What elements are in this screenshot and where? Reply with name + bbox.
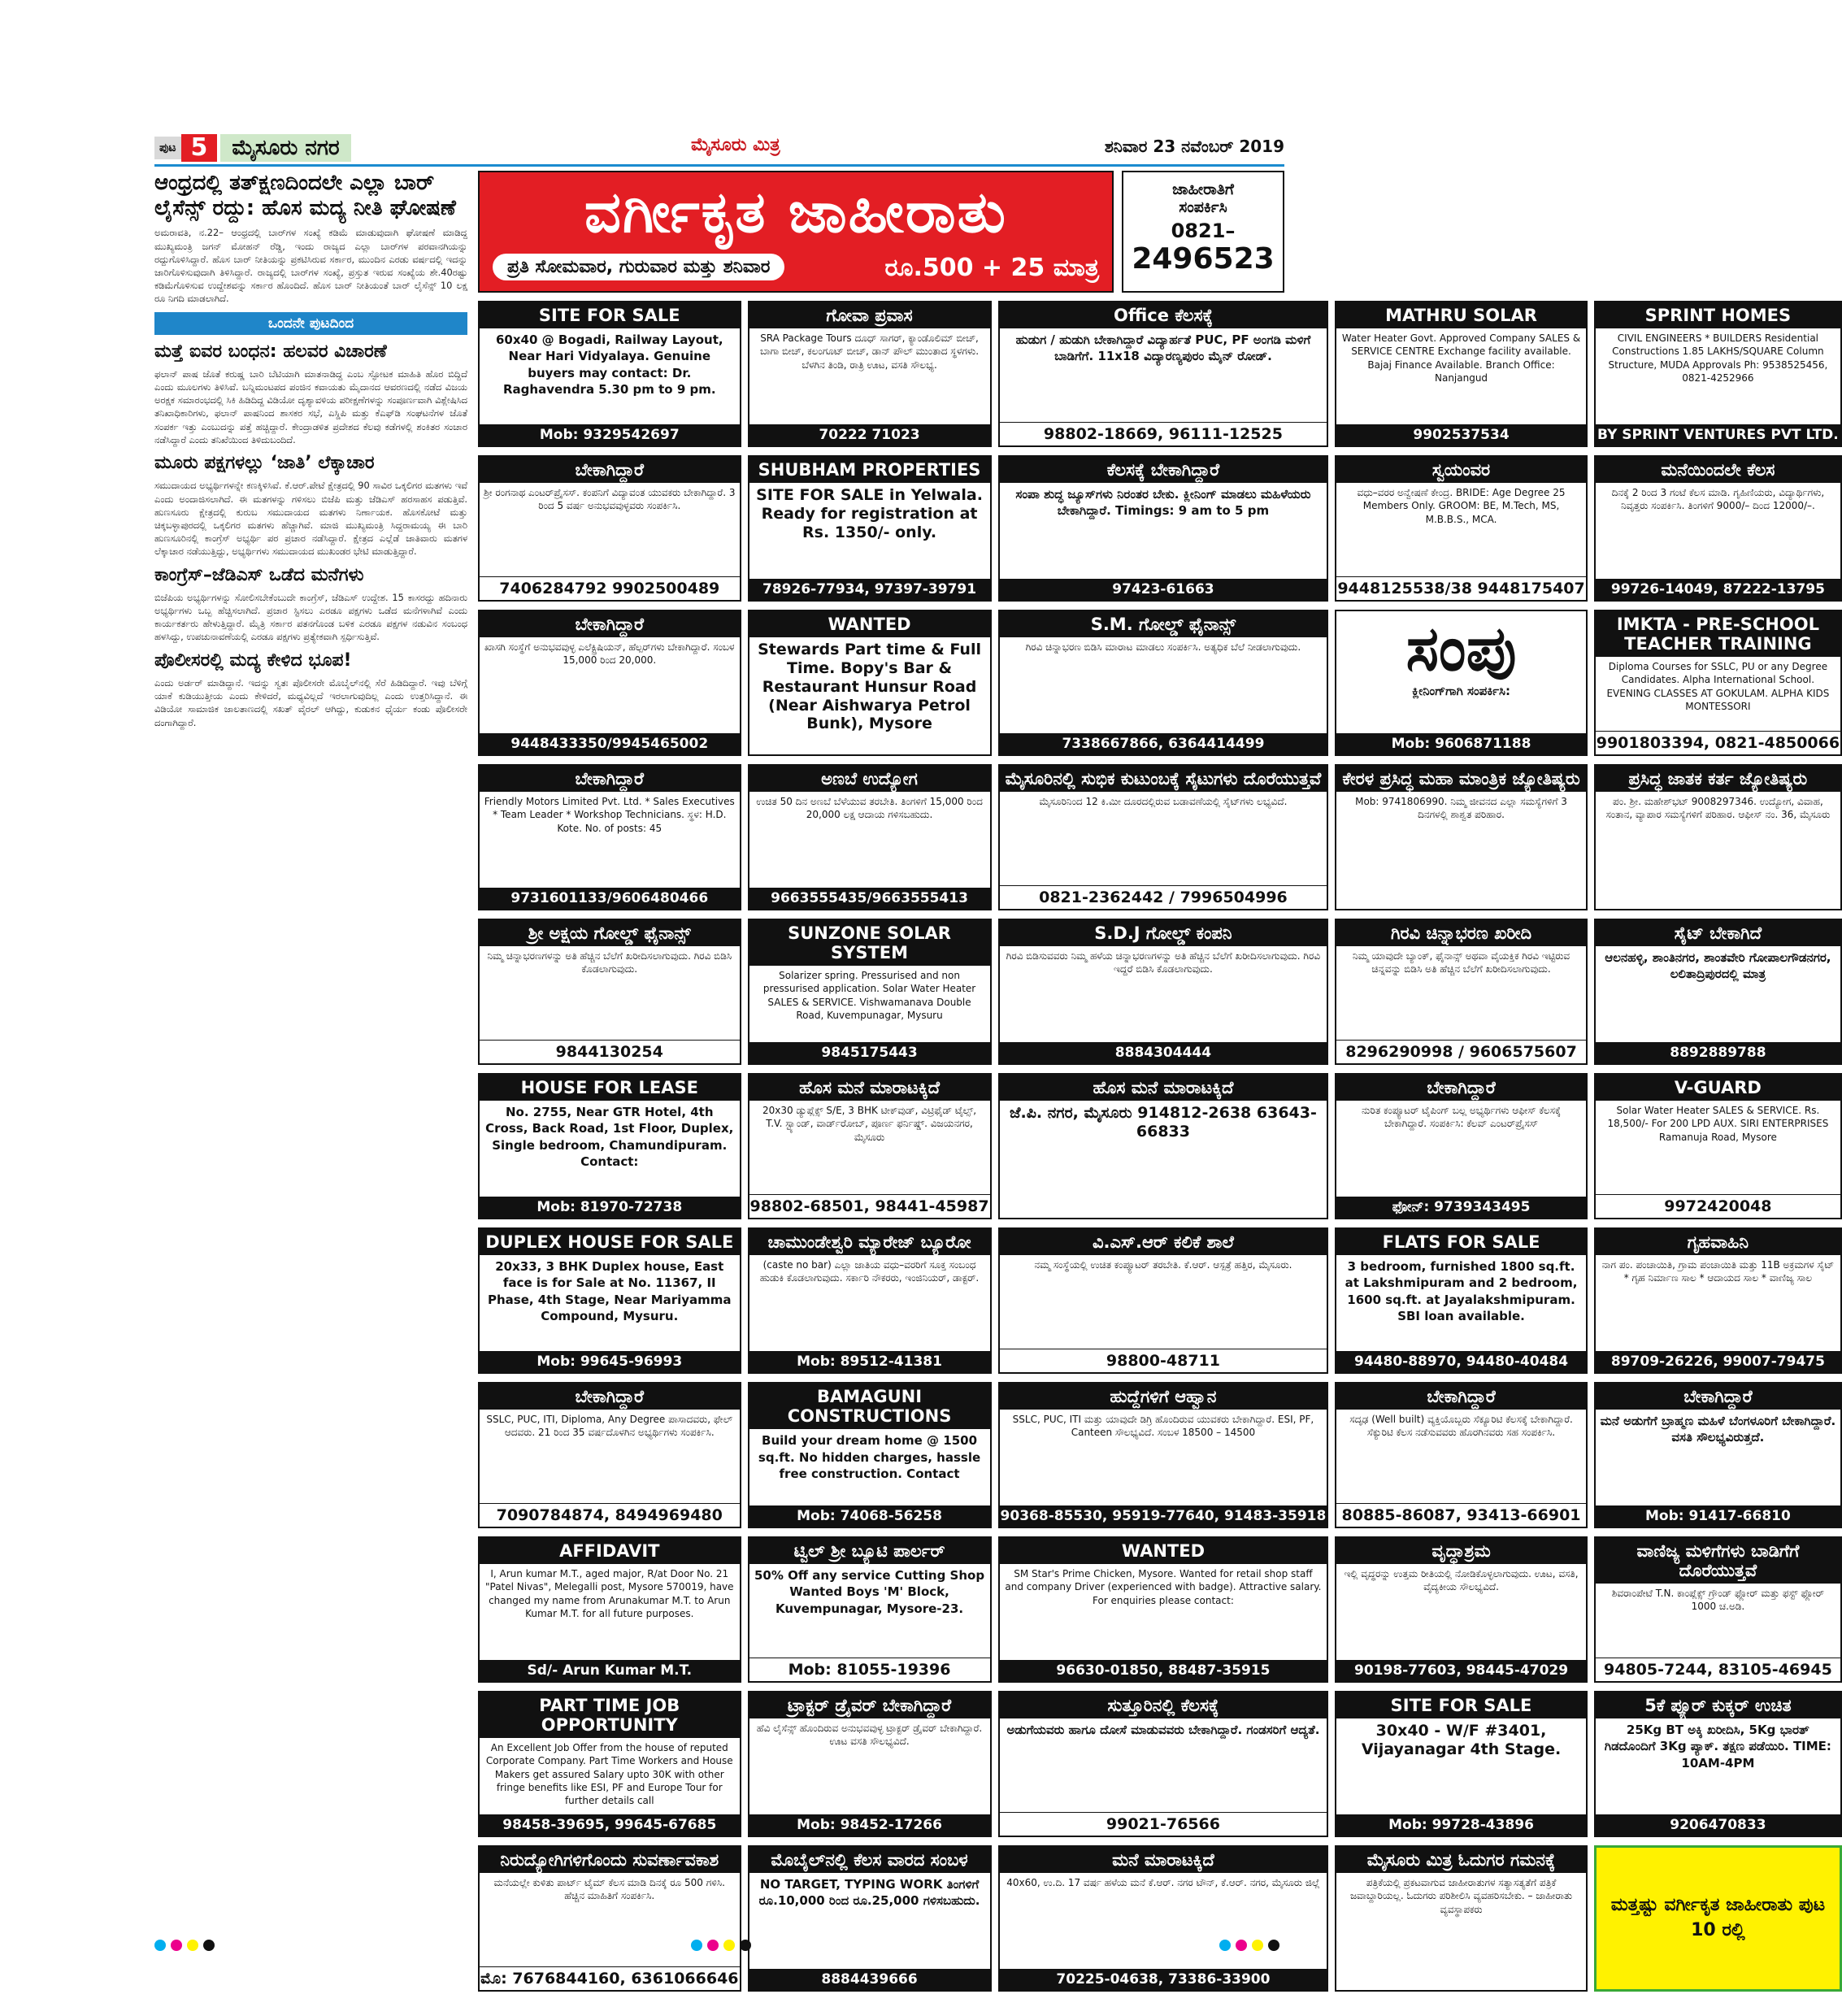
ad-body: ಗಿರವಿ ಬಿಡಿಸುವವರು ನಿಮ್ಮ ಹಳೆಯ ಚಿನ್ನಾಭರಣಗಳನ್ನು ಅತಿ ಹೆಚ್ಚಿನ ಬೆಲೆಗೆ ಖರೀದಿಸಲಾಗುವುದು. ಗಿರವಿ ಇದ್ದರೆ ಬಿಡಿಸಿ ಕೊಡಲಾಗುವುದು. <box>1006 950 1321 975</box>
ad-body: Friendly Motors Limited Pvt. Ltd. * Sales Executives * Team Leader * Workshop Technicians. ಸ್ಥಳ: H.D. Kote. No. of posts: 45 <box>484 796 735 834</box>
classified-ad <box>748 1382 992 1528</box>
contact-line2: ಸಂಪರ್ಕಿಸಿ <box>1179 198 1227 216</box>
ad-phone: 9448433350/9945465002 <box>480 733 740 754</box>
page-number: 5 <box>181 134 218 162</box>
story-body: ಎಂದು ಅರ್ಡರ್ ಮಾಡಿದ್ದಾನೆ. ಇದನ್ನು ಸ್ವತಃ ಪೊಲೀಸರೇ ಮೊಬೈಲ್‌ನಲ್ಲಿ ಸೆರೆ ಹಿಡಿದಿದ್ದಾರೆ. ಇವು ಬೆಳಿಗ್ಗೆ ಯಾಕೆ ಕುಡಿಯುತ್ತೀಯ ಎಂದು ಕೇಳಿದರೆ, ಮಧ್ಯವಿಲ್ಲದೆ ಇರಲಾಗುವುದಿಲ್ಲ ಎಂದು ಉತ್ತರಿಸಿದ್ದಾನೆ. ಈ ವಿಡಿಯೋ ಸಾಮಾಜಿಕ ಜಾಲತಾಣದಲ್ಲಿ ಸಖತ್ ವೈರಲ್ ಆಗಿದ್ದು, ಕುಡುಕನ ಧೈರ್ಯ ಕಂಡು ಪೊಲೀಸರೇ ದಂಗಾಗಿದ್ದಾರೆ. <box>154 677 467 728</box>
ad-phone: 8892889788 <box>1596 1042 1840 1063</box>
ad-phone: 98800-48711 <box>1000 1349 1327 1372</box>
ad-body: 3 bedroom, furnished 1800 sq.ft. at Lakshmipuram and 2 bedroom, 1600 sq.ft. at Jayalakshmipuram. SBI loan available. <box>1345 1259 1578 1323</box>
ad-phone: 7406284792 9902500489 <box>480 576 740 600</box>
classified-ad <box>1335 764 1587 910</box>
ad-body: ಶ್ರೀ ರಂಗನಾಥ ಎಂಟರ್‌ಪ್ರೈಸಸ್. ಕಂಪನಿಗೆ ವಿದ್ಯಾವಂತ ಯುವಕರು ಬೇಕಾಗಿದ್ದಾರೆ. 3 ರಿಂದ 5 ವರ್ಷ ಅನುಭವವುಳ್ಳವರು ಸಂಪರ್ಕಿಸಿ. <box>484 487 736 512</box>
ad-body: ಅಡುಗೆಯವರು ಹಾಗೂ ದೋಸೆ ಮಾಡುವವರು ಬೇಕಾಗಿದ್ದಾರೆ. ಗಂಡಸರಿಗೆ ಆದ್ಯತೆ. <box>1006 1723 1320 1738</box>
ad-title: ಮೊಬೈಲ್‌ನಲ್ಲಿ ಕೆಲಸ ವಾರದ ಸಂಬಳ <box>749 1847 990 1873</box>
ad-body: I, Arun kumar M.T., aged major, R/at Door No. 21 "Patel Nivas", Melegalli post, Mysore 570019, have changed my name from Arunakumar M.T. to Arun Kumar M.T. for all future purposes. <box>484 1568 734 1619</box>
ad-title: ಶ್ರೀ ಅಕ್ಷಯ ಗೋಲ್ಡ್ ಫೈನಾನ್ಸ್ <box>480 920 740 946</box>
ad-title: ಮೈಸೂರಿನಲ್ಲಿ ಸುಭಿಕ ಕುಟುಂಬಕ್ಕೆ ಸೈಟುಗಳು ದೊರೆಯುತ್ತವೆ <box>1000 766 1327 792</box>
ad-title: V-GUARD <box>1596 1075 1840 1101</box>
ad-title: ಸುತ್ತೂರಿನಲ್ಲಿ ಕೆಲಸಕ್ಕೆ <box>1000 1692 1327 1718</box>
ad-body: ಸದೃಢ (Well built) ವ್ಯಕ್ತಿಯೊಬ್ಬರು ಸೆಕ್ಯೂರಿಟಿ ಕೆಲಸಕ್ಕೆ ಬೇಕಾಗಿದ್ದಾರೆ. ಸೆಕ್ಯುರಿಟಿ ಕೆಲಸ ನಡೆಸುವವರು ಹೊರಗಿನವರು ಸಹ ಸಂಪರ್ಕಿಸಿ. <box>1349 1414 1573 1439</box>
classified-ad <box>1594 1227 1842 1374</box>
ad-phone: Mob: 99645-96993 <box>480 1351 740 1372</box>
news-story <box>154 171 467 306</box>
ad-title: S.M. ಗೋಲ್ಡ್ ಫೈನಾನ್ಸ್ <box>1000 611 1327 637</box>
classified-ad <box>748 1073 992 1219</box>
classified-ad <box>998 610 1329 756</box>
story-body: ಸಮುದಾಯದ ಅಭ್ಯರ್ಥಿಗಳನ್ನೇ ಕಣಕ್ಕಿಳಿಸಿವೆ. ಕೆ.ಆರ್.ಪೇಟೆ ಕ್ಷೇತ್ರದಲ್ಲಿ 90 ಸಾವಿರ ಒಕ್ಕಲಿಗರ ಮತಗಳು ಇವೆ ಎಂದು ಅಂದಾಜಿಸಲಾಗಿದೆ. ಈ ಮತಗಳನ್ನು ಗಳಿಸಲು ಬಿಜೆಪಿ ಮತ್ತು ಜೆಡಿಎಸ್ ಹರಸಾಹಸ ಪಡುತ್ತಿವೆ. ಹುಣಸೂರು ಕ್ಷೇತ್ರದಲ್ಲಿ ಕುರುಬ ಸಮುದಾಯದ ಮತಗಳು ನಿರ್ಣಾಯಕ. ಹೊಸಕೋಟೆ ಮತ್ತು ಚಿಕ್ಕಬಳ್ಳಾಪುರದಲ್ಲಿ ಒಕ್ಕಲಿಗರ ಮತಗಳು ಹೆಚ್ಚಾಗಿವೆ. ಮಾಜಿ ಮುಖ್ಯಮಂತ್ರಿ ಸಿದ್ದರಾಮಯ್ಯ ಈ ಬಾರಿ ಹುಣಸೂರಿನಲ್ಲಿ ಕಾಂಗ್ರೆಸ್ ಅಭ್ಯರ್ಥಿ ಪರ ಪ್ರಚಾರ ನಡೆಸಿದ್ದಾರೆ. ಕ್ಷೇತ್ರದ ಎಲ್ಲೆಡೆ ಜಾತಿವಾರು ಮತಗಳ ಲೆಕ್ಕಾಚಾರ ನಡೆಯುತ್ತಿದ್ದು, ಅಭ್ಯರ್ಥಿಗಳು ಸಮುದಾಯದ ಮುಖಂಡರ ಭೇಟಿ ಮಾಡುತ್ತಿದ್ದಾರೆ. <box>154 480 467 558</box>
banner-title: ವರ್ಗೀಕೃತ ಜಾಹೀರಾತು <box>584 179 1007 245</box>
ad-body: 25Kg BT ಅಕ್ಕಿ ಖರೀದಿಸಿ, 5Kg ಭಾರತ್ ಗಿಡದೊಂದಿಗೆ 3Kg ಪ್ಯಾಕ್. ತಕ್ಷಣ ಪಡೆಯಿರಿ. TIME: 10AM-4PM <box>1604 1723 1831 1771</box>
contact-line1: ಜಾಹೀರಾತಿಗೆ <box>1172 180 1234 198</box>
classified-ad <box>1594 919 1842 1065</box>
ad-title: ನಿರುದ್ಯೋಗಿಗಳಿಗೊಂದು ಸುವರ್ಣಾವಕಾಶ <box>480 1847 740 1873</box>
ad-body: ವಧು–ವರರ ಅನ್ವೇಷಣೆ ಕೇಂದ್ರ. BRIDE: Age Degree 25 Members Only. GROOM: BE, M.Tech, MS, M.B.B.S., MCA. <box>1357 487 1566 525</box>
ad-title: ಹುದ್ದೆಗಳಿಗೆ ಆಹ್ವಾನ <box>1000 1384 1327 1410</box>
banner-price <box>884 254 1099 282</box>
classified-ad <box>998 1691 1329 1837</box>
ad-body: Diploma Courses for SSLC, PU or any Degree Candidates. Alpha International School. EVENING CLASSES AT GOKULAM. ALPHA KIDS MONTESSORI <box>1606 661 1830 712</box>
contact-box <box>1122 171 1284 293</box>
ad-body: ಮನೆ ಅಡುಗೆಗೆ ಬ್ರಾಹ್ಮಣ ಮಹಿಳೆ ಬೆಂಗಳೂರಿಗೆ ಬೇಕಾಗಿದ್ದಾರೆ. ವಸತಿ ಸೌಲಭ್ಯವಿರುತ್ತದೆ. <box>1600 1414 1836 1445</box>
ad-title: MATHRU SOLAR <box>1336 302 1585 328</box>
ad-body: ಹೆವಿ ಲೈಸೆನ್ಸ್ ಹೊಂದಿರುವ ಅನುಭವವುಳ್ಳ ಟ್ರಾಕ್ಟರ್ ಡ್ರೈವರ್ ಬೇಕಾಗಿದ್ದಾರೆ. ಊಟ ವಸತಿ ಸೌಲಭ್ಯವಿದೆ. <box>756 1723 983 1748</box>
story-body: ಅಮರಾವತಿ, ನ.22– ಆಂಧ್ರದಲ್ಲಿ ಬಾರ್‌ಗಳ ಸಂಖ್ಯೆ ಕಡಿಮೆ ಮಾಡುವುದಾಗಿ ಘೋಷಣೆ ಮಾಡಿದ್ದ ಮುಖ್ಯಮಂತ್ರಿ ಜಗನ್ ಮೋಹನ್ ರೆಡ್ಡಿ, ಇಂದು ರಾಜ್ಯದ ಎಲ್ಲಾ ಬಾರ್‌ಗಳ ಪರವಾನಗಿಯನ್ನು ರದ್ದುಗೊಳಿಸಿದ್ದಾರೆ. ಹೊಸ ಬಾರ್ ನೀತಿಯನ್ನು ಪ್ರಕಟಿಸಿರುವ ಸರ್ಕಾರ, ಮುಂದಿನ ಎರಡು ವರ್ಷದಲ್ಲಿ ಇದನ್ನು ಜಾರಿಗೊಳಿಸುವುದಾಗಿ ತಿಳಿಸಿದ್ದಾರೆ. ರಾಜ್ಯದಲ್ಲಿ ಬಾರ್‌ಗಳ ಸಂಖ್ಯೆ, ಪ್ರಸ್ತುತ ಇರುವ ಸಂಖ್ಯೆಯ ಶೇ.40ರಷ್ಟು ಕಡಿಮೆಗೊಳಿಸುವ ಉದ್ದೇಶವನ್ನು ಸರ್ಕಾರ ಹೊಂದಿದೆ. ಹೊಸ ಬಾರ್ ನೀತಿಯಂತೆ ಬಾರ್ ಲೈಸೆನ್ಸ್ 10 ಲಕ್ಷ ರೂ ನಿಗದಿ ಮಾಡಲಾಗಿದೆ. <box>154 227 467 305</box>
classified-ad <box>1594 301 1842 447</box>
ad-body: ಪತ್ರಿಕೆಯಲ್ಲಿ ಪ್ರಕಟವಾಗುವ ಜಾಹೀರಾತುಗಳ ಸತ್ಯಾಸತ್ಯತೆಗೆ ಪತ್ರಿಕೆ ಜವಾಬ್ದಾರಿಯಲ್ಲ. ಓದುಗರು ಪರಿಶೀಲಿಸಿ ವ್ಯವಹರಿಸಬೇಕು. – ಜಾಹೀರಾತು ವ್ಯವಸ್ಥಾಪಕರು <box>1349 1877 1573 1915</box>
classified-ad <box>1335 1073 1587 1219</box>
ad-phone: 9731601133/9606480466 <box>480 888 740 909</box>
ad-body: ನಮ್ಮ ಸಂಸ್ಥೆಯಲ್ಲಿ ಉಚಿತ ಕಂಪ್ಯೂಟರ್ ತರಬೇತಿ. ಕೆ.ಆರ್. ಆಸ್ಪತ್ರೆ ಹತ್ತಿರ, ಮೈಸೂರು. <box>1034 1259 1292 1271</box>
ad-title: BAMAGUNI CONSTRUCTIONS <box>749 1384 990 1429</box>
ad-phone: 9902537534 <box>1336 424 1585 445</box>
ad-title: ಗೃಹವಾಹಿನಿ <box>1596 1229 1840 1255</box>
classified-ad <box>478 764 741 910</box>
ad-title: ಹೊಸ ಮನೆ ಮಾರಾಟಕ್ಕಿದೆ <box>749 1075 990 1101</box>
ad-phone: ಮೊ: 7676844160, 6361066646 <box>480 1966 740 1990</box>
ad-body: Build your dream home @ 1500 sq.ft. No hidden charges, hassle free construction. Contact <box>758 1433 981 1481</box>
ad-phone: 8884304444 <box>1000 1042 1327 1063</box>
ad-title: ಸಂಪು <box>1405 612 1517 684</box>
ad-title: ಮನೆಯಿಂದಲೇ ಕೆಲಸ <box>1596 457 1840 483</box>
page-number-block <box>154 135 351 161</box>
ad-title: ವಿ.ಎಸ್.ಆರ್ ಕಲಿಕೆ ಶಾಲೆ <box>1000 1229 1327 1255</box>
ad-phone: 97423-61663 <box>1000 579 1327 600</box>
ad-phone: BY SPRINT VENTURES PVT LTD. <box>1596 424 1840 445</box>
classified-ad <box>998 919 1329 1065</box>
ad-title: ಸೈಟ್ ಬೇಕಾಗಿದೆ <box>1596 920 1840 946</box>
classified-ad <box>1335 1227 1587 1374</box>
ad-phone: 90368-85530, 95919-77640, 91483-35918 <box>1000 1505 1327 1527</box>
classified-ad <box>1594 610 1842 756</box>
ad-title: ಗೋವಾ ಪ್ರವಾಸ <box>749 302 990 328</box>
classified-ads-grid <box>478 301 1840 1988</box>
classified-ad <box>1594 764 1842 910</box>
news-story <box>154 453 467 558</box>
ad-phone: 9663555435/9663555413 <box>749 888 990 909</box>
ad-phone: 96630-01850, 88487-35915 <box>1000 1660 1327 1681</box>
page-header <box>154 130 1284 164</box>
classified-ad <box>1594 1536 1842 1683</box>
yellow-dot <box>187 1940 198 1951</box>
classified-ad <box>998 1536 1329 1683</box>
classified-ad <box>1335 610 1587 756</box>
magenta-dot <box>707 1940 719 1951</box>
ad-title: ವಾಣಿಜ್ಯ ಮಳಿಗೆಗಳು ಬಾಡಿಗೆಗೆ ದೊರೆಯುತ್ತವೆ <box>1596 1538 1840 1584</box>
ad-title: ಗಿರವಿ ಚಿನ್ನಾಭರಣ ಖರೀದಿ <box>1336 920 1585 946</box>
ad-phone: 8296290998 / 9606575607 <box>1336 1040 1585 1063</box>
print-registration-marks-center <box>691 1940 751 1951</box>
ad-body: CIVIL ENGINEERS * BUILDERS Residential Constructions 1.85 LAKHS/SQUARE Column Structure, MUDA Approvals Ph: 9538525456, 0821-4252966 <box>1608 332 1828 384</box>
ad-phone: 70222 71023 <box>749 424 990 445</box>
black-dot <box>740 1940 751 1951</box>
ad-body: Water Heater Govt. Approved Company SALES & SERVICE CENTRE Exchange facility available. Bajaj Finance Available. Branch Office: Nanjangud <box>1341 332 1581 384</box>
story-headline: ಆಂಧ್ರದಲ್ಲಿ ತತ್‌ಕ್ಷಣದಿಂದಲೇ ಎಲ್ಲಾ ಬಾರ್ ಲೈಸೆನ್ಸ್ ರದ್ದು: ಹೊಸ ಮದ್ಯ ನೀತಿ ಘೋಷಣೆ <box>154 171 456 221</box>
ad-body: 40x60, ಉ.ದಿ. 17 ವರ್ಷ ಹಳೆಯ ಮನೆ ಕೆ.ಆರ್. ನಗರ ಟೌನ್, ಕೆ.ಆರ್. ನಗರ, ಮೈಸೂರು ಜಿಲ್ಲೆ <box>1006 1877 1320 1889</box>
classified-ad <box>478 1536 741 1683</box>
ad-phone: 70225-04638, 73386-33900 <box>1000 1969 1327 1990</box>
classified-ad <box>478 1073 741 1219</box>
ad-title: 5ಕೆ ಪ್ಯೂರ್ ಕುಕ್ಕರ್ ಉಚಿತ <box>1596 1692 1840 1718</box>
news-story <box>154 341 467 447</box>
ad-body: ಜೆ.ಪಿ. ನಗರ, ಮೈಸೂರು 914812-2638 63643-66833 <box>1009 1104 1317 1141</box>
classified-ad <box>748 1227 992 1374</box>
ad-title: ಬೇಕಾಗಿದ್ದಾರೆ <box>480 611 740 637</box>
ad-body: ಮೈಸೂರಿನಿಂದ 12 ಕಿ.ಮೀ ದೂರದಲ್ಲಿರುವ ಬಡಾವಣೆಯಲ್ಲಿ ಸೈಟ್‌ಗಳು ಲಭ್ಯವಿದೆ. <box>1039 796 1288 808</box>
ad-phone: 94805-7244, 83105-46945 <box>1596 1658 1840 1681</box>
ad-body: SRA Package Tours ದೂಧ್ ಸಾಗರ್, ಕ್ಯಾಂಡೊಲಿಮ್ ಬೀಚ್, ಬಾಗಾ ಬೀಚ್, ಕಲಂಗೂಟ್ ಬೀಚ್, ಡಾನ್ ಪೌಲ್ ಮುಂತಾದ ಸ್ಥಳಗಳು. ಬೆಳಗಿನ ತಿಂಡಿ, ರಾತ್ರಿ ಊಟ, ವಸತಿ ಸೌಲಭ್ಯ. <box>760 332 980 371</box>
ad-phone: Mob: 89512-41381 <box>749 1351 990 1372</box>
ad-body: ಪಂ. ಶ್ರೀ. ಮಹೇಶ್‌ಭಟ್ 9008297346. ಉದ್ಯೋಗ, ವಿವಾಹ, ಸಂತಾನ, ವ್ಯಾಪಾರ ಸಮಸ್ಯೆಗಳಿಗೆ ಪರಿಹಾರ. ಆಫೀಸ್ ನಂ. 36, ಮೈಸೂರು <box>1605 796 1831 821</box>
classified-ad <box>1335 919 1587 1065</box>
ad-body: ಉಚಿತ 50 ದಿನ ಅಣಬೆ ಬೆಳೆಯುವ ತರಬೇತಿ. ತಿಂಗಳಿಗೆ 15,000 ರಿಂದ 20,000 ಲಕ್ಷ ಆದಾಯ ಗಳಿಸಬಹುದು. <box>756 796 983 821</box>
classified-ad <box>748 919 992 1065</box>
ad-body: An Excellent Job Offer from the house of reputed Corporate Company. Part Time Workers and House Makers get assured Salary upto 30K with other fringe benefits like ESI, PF and Europe Tour for further details call <box>485 1742 733 1807</box>
ad-title: ಬೇಕಾಗಿದ್ದಾರೆ <box>480 1384 740 1410</box>
classified-ad <box>998 764 1329 910</box>
issue-date: ಶನಿವಾರ 23 ನವೆಂಬರ್ 2019 <box>1104 137 1284 156</box>
ad-phone: 98802-18669, 96111-12525 <box>1000 422 1327 445</box>
ad-body: 20x30 ಡ್ಯುಪ್ಲೆಕ್ಸ್ S/E, 3 BHK ಟೀಕ್‌ವುಡ್, ವಿಟ್ರಿಫೈಡ್ ಟೈಲ್ಸ್, T.V. ಸ್ಟ್ಯಾಂಡ್, ವಾರ್ಡ್‌ರೋಬ್, ಪೂರ್ಣ ಫರ್ನಿಷ್ಡ್. ವಿಜಯನಗರ, ಮೈಸೂರು <box>762 1105 977 1143</box>
ad-phone: Sd/- Arun Kumar M.T. <box>480 1660 740 1681</box>
ad-title: HOUSE FOR LEASE <box>480 1075 740 1101</box>
yellow-dot <box>1252 1940 1263 1951</box>
classified-ad <box>748 301 992 447</box>
ad-title: IMKTA - PRE-SCHOOL TEACHER TRAINING <box>1596 611 1840 657</box>
ad-title: ಚಾಮುಂಡೇಶ್ವರಿ ಮ್ಯಾರೇಜ್ ಬ್ಯೂರೋ <box>749 1229 990 1255</box>
ad-body: ನುರಿತ ಕಂಪ್ಯೂಟರ್ ಟೈಪಿಂಗ್ ಬಲ್ಲ ಅಭ್ಯರ್ಥಿಗಳು ಆಫೀಸ್ ಕೆಲಸಕ್ಕೆ ಬೇಕಾಗಿದ್ದಾರೆ. ಸಂಪರ್ಕಿಸಿ: ಕೆಲವ್ ಎಂಟರ್‌ಪ್ರೈಸಸ್ <box>1362 1105 1562 1130</box>
classified-ad <box>998 1227 1329 1374</box>
ad-phone: 98458-39695, 99645-67685 <box>480 1814 740 1836</box>
ad-title: ಬೇಕಾಗಿದ್ದಾರೆ <box>480 766 740 792</box>
ad-phone: 9448125538/38 9448175407 <box>1336 576 1585 600</box>
classified-ad <box>478 1691 741 1837</box>
classified-ad <box>998 455 1329 602</box>
ad-title: SHUBHAM PROPERTIES <box>749 457 990 483</box>
magenta-dot <box>1236 1940 1247 1951</box>
classified-ad <box>998 1382 1329 1528</box>
ad-title: ಟ್ರಾಕ್ಟರ್ ಡ್ರೈವರ್ ಬೇಕಾಗಿದ್ದಾರೆ <box>749 1692 990 1718</box>
ad-body: SITE FOR SALE in Yelwala. Ready for registration at Rs. 1350/- only. <box>756 486 983 541</box>
ad-body: Solar Water Heater SALES & SERVICE. Rs. 18,500/- For 200 LPD AUX. SIRI ENTERPRISES Ramanuja Road, Mysore <box>1607 1105 1829 1143</box>
print-registration-marks-left <box>154 1940 215 1951</box>
ad-body: ಖಾಸಗಿ ಸಂಸ್ಥೆಗೆ ಅನುಭವವುಳ್ಳ ಎಲೆಕ್ಟ್ರಿಷಿಯನ್, ಹೆಲ್ಪರ್‌ಗಳು ಬೇಕಾಗಿದ್ದಾರೆ. ಸಂಬಳ 15,000 ರಿಂದ 20,000. <box>484 641 735 667</box>
ad-body: ಸಂಪಾ ಶುದ್ಧ ಜ್ಯೂಸ್‌ಗಳು ನಿರಂತರ ಬೇಕು. ಕ್ಲೀನಿಂಗ್ ಮಾಡಲು ಮಹಿಳೆಯರು ಬೇಕಾಗಿದ್ದಾರೆ. Timings: 9 am to 5 pm <box>1015 487 1311 519</box>
magenta-dot <box>171 1940 182 1951</box>
classifieds-section <box>478 171 1840 1988</box>
contact-code: 0821– <box>1171 219 1236 242</box>
ad-phone: 9206470833 <box>1596 1814 1840 1836</box>
more-ads-notice: ಮತ್ತಷ್ಟು ವರ್ಗೀಕೃತ ಜಾಹೀರಾತು ಪುಟ 10 ರಲ್ಲಿ <box>1610 1895 1826 1940</box>
ad-title: ಬೇಕಾಗಿದ್ದಾರೆ <box>1336 1075 1585 1101</box>
ad-phone: 78926-77934, 97397-39791 <box>749 579 990 600</box>
ad-body: SM Star's Prime Chicken, Mysore. Wanted for retail shop staff and company Driver (experienced with badge). Attractive salary. For enquiries please contact: <box>1005 1568 1322 1606</box>
ad-title: ಮನೆ ಮಾರಾಟಕ್ಕಿದೆ <box>1000 1847 1327 1873</box>
cyan-dot <box>154 1940 166 1951</box>
classified-ad <box>748 455 992 602</box>
ad-title: WANTED <box>749 611 990 637</box>
classified-ad <box>478 1382 741 1528</box>
story-body: ಫಲಾನ್ ಪಾಷ ಜೊತೆ ಕರುಷ್ಣ ಬಾರಿ ಬೆಟಿಯಾಗಿ ಮಾತನಾಡಿದ್ದ ಎಂಬ ಸ್ಫೋಟಕ ಮಾಹಿತಿ ಹೊರ ಬಿದ್ದಿದೆ ಎಂದು ಮೂಲಗಳು ತಿಳಿಸಿವೆ. ಬನ್ನಿಮಂಟಪದ ಪಂಜಿನ ಕವಾಯತು ಮೈದಾನದ ಆವರಣದಲ್ಲಿ ನಡೆದ ವಿಜಯ ಅರಕ್ಷಕ ಸಮಾರಂಭದಲ್ಲಿ ಸಿಕಿ ಹಿಡಿದಿದ್ದ ವಿಡಿಯೋ ದೃಶ್ಯಾವಳಿಯ ಪರೀಕ್ಷಣೆಗಳನ್ನು ಸಂಪೂರ್ಣವಾಗಿ ವಿಶ್ಲೇಷಿಸಿದ ತನಿಖಾಧಿಕಾರಿಗಳು, ಫಲಾನ್ ಪಾಷನಿಂದ ಶಾಸಕರ ಸಭೆ, ಎಸ್ಡಿಪಿ ಮತ್ತು ಕೆಎಫ್‌ಡಿ ಸಂಘಟನೆಗಳ ಜೊತೆ ಸಂಪರ್ಕ ಇತ್ತು ಎಂಬುದನ್ನು ಪತ್ತೆ ಹಚ್ಚಿದ್ದಾರೆ. ಕೇಂದ್ರಾಡಳಿತ ಪ್ರದೇಶದ ಕೆಲವು ಕಡೆಗಳಲ್ಲಿ ಶಂಕಿತರ ಸಂಚಾರ ನಡೆಸಿದ್ದಾರೆ ಎಂದು ತನಿಖೆಯಿಂದ ತಿಳಿದುಬಂದಿದೆ. <box>154 367 467 445</box>
ad-phone: 7090784874, 8494969480 <box>480 1503 740 1527</box>
ad-phone: 9844130254 <box>480 1040 740 1063</box>
ad-phone: 98802-68501, 98441-45987 <box>749 1194 990 1218</box>
ad-phone: 9972420048 <box>1596 1194 1840 1218</box>
classified-ad <box>478 610 741 756</box>
price-prefix: ರೂ. <box>884 254 923 282</box>
contact-number: 2496523 <box>1132 242 1275 276</box>
ad-title: ಟ್ವಿಲ್ ಶ್ರೀ ಬ್ಯೂಟಿ ಪಾರ್ಲರ್ <box>749 1538 990 1564</box>
ad-title: SITE FOR SALE <box>480 302 740 328</box>
news-story <box>154 650 467 729</box>
classified-ad <box>1594 1691 1842 1837</box>
ad-phone: Mob: 91417-66810 <box>1596 1505 1840 1527</box>
ad-title: ಹೊಸ ಮನೆ ಮಾರಾಟಕ್ಕಿದೆ <box>1000 1075 1327 1101</box>
story-body: ಬಿಜೆಪಿಯ ಅಭ್ಯರ್ಥಿಗಳನ್ನು ಸೋಲಿಸಬೇಕೆಂಬುದೇ ಕಾಂಗ್ರೆಸ್, ಜೆಡಿಎಸ್ ಉದ್ದೇಶ. 15 ಕಾಸರದ್ದು ಹದಿನಾರು ಅಭ್ಯರ್ಥಿಗಳು ಒಬ್ಬ ಹೆಚ್ಚಿಸಲಾಗಿದೆ. ಪ್ರಚಾರ ಸ್ಟಿಸಲು ಎರಡೂ ಪಕ್ಷಗಳು ಒಡೆದ ಮನೆಗಳಾಗಿವೆ ಎಂದು ಕಾರ್ಯಕರ್ತರು ಹೇಳುತ್ತಿದ್ದಾರೆ. ಮೈತ್ರಿ ಸರ್ಕಾರ ಪತನಗೊಂಡ ಬಳಿಕ ಎರಡೂ ಪಕ್ಷಗಳ ನಡುವಿನ ಸಂಬಂಧ ಹಳಸಿದ್ದು, ಉಪಚುನಾವಣೆಯಲ್ಲಿ ಎರಡೂ ಪಕ್ಷಗಳು ಪ್ರತ್ಯೇಕವಾಗಿ ಸ್ಪರ್ಧಿಸುತ್ತಿವೆ. <box>154 591 467 643</box>
ad-title: SPRINT HOMES <box>1596 302 1840 328</box>
ad-title: ಬೇಕಾಗಿದ್ದಾರೆ <box>480 457 740 483</box>
ad-body: ನಾಗ ಪಂ. ಪಂಚಾಯಿತಿ, ಗ್ರಾಮ ಪಂಚಾಯಿತಿ ಮತ್ತು 11B ಅಕ್ರಮಗಳ ಸೈಟ್ * ಗೃಹ ನಿರ್ಮಾಣ ಸಾಲ * ಆದಾಯದ ಸಾಲ * ವಾಣಿಜ್ಯ ಸಾಲ <box>1601 1259 1835 1284</box>
classified-ad <box>478 1845 741 1992</box>
ad-title: ಸ್ವಯಂವರ <box>1336 457 1585 483</box>
ad-title: AFFIDAVIT <box>480 1538 740 1564</box>
classified-ad <box>748 1536 992 1683</box>
header-rule <box>154 164 1284 167</box>
cyan-dot <box>1219 1940 1231 1951</box>
ad-body: Stewards Part time & Full Time. Bopy's Bar & Restaurant Hunsur Road (Near Aishwarya Petrol Bunk), Mysore <box>758 641 981 733</box>
ad-phone: Mob: 99728-43896 <box>1336 1814 1585 1836</box>
ad-body: ಮನೆಯಲ್ಲೇ ಕುಳಿತು ಪಾರ್ಟ್ ಟೈಮ್ ಕೆಲಸ ಮಾಡಿ ದಿನಕ್ಕೆ ರೂ 500 ಗಳಿಸಿ. ಹೆಚ್ಚಿನ ಮಾಹಿತಿಗೆ ಸಂಪರ್ಕಿಸಿ. <box>493 1877 725 1902</box>
ad-phone: Mob: 98452-17266 <box>749 1814 990 1836</box>
ad-title: ಬೇಕಾಗಿದ್ದಾರೆ <box>1336 1384 1585 1410</box>
classified-ad <box>1594 1845 1842 1992</box>
ad-phone: 9901803394, 0821-4850066 <box>1596 731 1840 754</box>
ad-body: 30x40 - W/F #3401, Vijayanagar 4th Stage. <box>1361 1722 1562 1758</box>
ad-phone: 90198-77603, 98445-47029 <box>1336 1660 1585 1681</box>
ad-title: S.D.J ಗೋಲ್ಡ್ ಕಂಪನಿ <box>1000 920 1327 946</box>
ad-title: ಪ್ರಸಿದ್ಧ ಜಾತಕ ಕರ್ತ ಜ್ಯೋತಿಷ್ಯರು <box>1596 766 1840 792</box>
newspaper-brand: ಮೈಸೂರು ಮಿತ್ರ <box>691 135 780 155</box>
ad-title: DUPLEX HOUSE FOR SALE <box>480 1229 740 1255</box>
ad-phone: 94480-88970, 94480-40484 <box>1336 1351 1585 1372</box>
story-headline: ಮತ್ತೆ ಐವರ ಬಂಧನ: ಹಲವರ ವಿಚಾರಣೆ <box>154 341 387 362</box>
ad-phone: 89709-26226, 99007-79475 <box>1596 1351 1840 1372</box>
classifieds-banner <box>478 171 1114 293</box>
ad-title: ವೃದ್ಧಾಶ್ರಮ <box>1336 1538 1585 1564</box>
ad-body: ನಿಮ್ಮ ಚಿನ್ನಾಭರಣಗಳನ್ನು ಅತಿ ಹೆಚ್ಚಿನ ಬೆಲೆಗೆ ಖರೀದಿಸಲಾಗುವುದು. ಗಿರವಿ ಬಿಡಿಸಿ ಕೊಡಲಾಗುವುದು. <box>487 950 732 975</box>
story-headline: ಮೂರು ಪಕ್ಷಗಳಲ್ಲು ‘ಜಾತಿ’ ಲೆಕ್ಕಾಚಾರ <box>154 453 375 474</box>
ad-title: WANTED <box>1000 1538 1327 1564</box>
classified-ad <box>1335 1691 1587 1837</box>
story-headline: ಪೊಲೀಸರಲ್ಲಿ ಮದ್ಯ ಕೇಳಿದ ಭೂಪ! <box>154 650 352 671</box>
classified-ad <box>748 764 992 910</box>
classified-ad <box>998 301 1329 447</box>
news-column <box>154 171 467 1853</box>
ad-title: Office ಕೆಲಸಕ್ಕೆ <box>1000 302 1327 328</box>
ad-body: ಹುಡುಗ / ಹುಡುಗಿ ಬೇಕಾಗಿದ್ದಾರೆ ವಿದ್ಯಾರ್ಹತೆ PUC, PF ಅಂಗಡಿ ಮಳಿಗೆ ಬಾಡಿಗೆಗೆ. 11x18 ವಿದ್ಯಾರಣ್ಯಪುರಂ ಮೈನ್ ರೋಡ್. <box>1015 332 1311 364</box>
ad-body: No. 2755, Near GTR Hotel, 4th Cross, Back Road, 1st Floor, Duplex, Single bedroom, Chamundipuram. Contact: <box>485 1105 734 1169</box>
cyan-dot <box>691 1940 702 1951</box>
section-name: ಮೈಸೂರು ನಗರ <box>220 134 350 162</box>
ad-phone: Mob: 9606871188 <box>1336 733 1585 754</box>
ad-body: SSLC, PUC, ITI ಮತ್ತು ಯಾವುದೇ ಡಿಗ್ರಿ ಹೊಂದಿರುವ ಯುವಕರು ಬೇಕಾಗಿದ್ದಾರೆ. ESI, PF, Canteen ಸೌಲಭ್ಯವಿದೆ. ಸಂಬಳ 18500 – 14500 <box>1012 1414 1314 1439</box>
classified-ad <box>478 919 741 1065</box>
classified-ad <box>1594 455 1842 602</box>
ad-title: ಅಣಬೆ ಉದ್ಯೋಗ <box>749 766 990 792</box>
ad-body: ಗಿರವಿ ಚಿನ್ನಾಭರಣ ಬಿಡಿಸಿ ಮಾರಾಟ ಮಾಡಲು ಸಂಪರ್ಕಿಸಿ. ಅತ್ಯಧಿಕ ಬೆಲೆ ನೀಡಲಾಗುವುದು. <box>1025 641 1301 654</box>
print-registration-marks-right <box>1219 1940 1279 1951</box>
ad-body: 20x33, 3 BHK Duplex house, East face is for Sale at No. 11367, II Phase, 4th Stage, Near Mariyamma Compound, Mysuru. <box>487 1259 732 1323</box>
ad-phone: ಫೋನ್: 9739343495 <box>1336 1197 1585 1218</box>
ad-body: ಆಲನಹಳ್ಳಿ, ಶಾಂತಿನಗರ, ಶಾಂತವೇರಿ ಗೋಪಾಲಗೌಡನಗರ, ಲಲಿತಾದ್ರಿಪುರದಲ್ಲಿ ಮಾತ್ರ <box>1605 950 1831 982</box>
banner-subtitle: ಪ್ರತಿ ಸೋಮವಾರ, ಗುರುವಾರ ಮತ್ತು ಶನಿವಾರ <box>493 254 784 280</box>
classified-ad <box>1335 1536 1587 1683</box>
classified-ad <box>748 610 992 756</box>
ad-title: ಮೈಸೂರು ಮಿತ್ರ ಓದುಗರ ಗಮನಕ್ಕೆ <box>1336 1847 1585 1873</box>
ad-body: ದಿನಕ್ಕೆ 2 ರಿಂದ 3 ಗಂಟೆ ಕೆಲಸ ಮಾಡಿ. ಗೃಹಿಣಿಯರು, ವಿದ್ಯಾರ್ಥಿಗಳು, ನಿವೃತ್ತರು ಸಂಪರ್ಕಿಸಿ. ತಿಂಗಳಿಗೆ 9000/– ದಿಂದ 12000/–. <box>1611 487 1825 512</box>
classified-ad <box>748 1691 992 1837</box>
classified-ad <box>478 455 741 602</box>
ad-phone: 0821-2362442 / 7996504996 <box>1000 885 1327 909</box>
ad-body: ಶಿವರಾಂಪೇಟೆ T.N. ಕಾಂಪ್ಲೆಕ್ಸ್ ಗ್ರೌಂಡ್ ಫ್ಲೋರ್ ಮತ್ತು ಫಸ್ಟ್ ಫ್ಲೋರ್ 1000 ಚ.ಅಡಿ. <box>1611 1588 1824 1613</box>
classified-ad <box>1594 1382 1842 1528</box>
ad-title: FLATS FOR SALE <box>1336 1229 1585 1255</box>
ad-phone: Mob: 9329542697 <box>480 424 740 445</box>
classified-ad <box>748 1845 992 1992</box>
news-story <box>154 565 467 644</box>
ad-phone: 99726-14049, 87222-13795 <box>1596 579 1840 600</box>
black-dot <box>203 1940 215 1951</box>
ad-body: 60x40 @ Bogadi, Railway Layout, Near Hari Vidyalaya. Genuine buyers may contact: Dr. Raghavendra 5.30 pm to 9 pm. <box>495 332 723 397</box>
ad-title: ಕೇರಳ ಪ್ರಸಿದ್ಧ ಮಹಾ ಮಾಂತ್ರಿಕ ಜ್ಯೋತಿಷ್ಯರು <box>1336 766 1585 792</box>
ad-body: (caste no bar) ಎಲ್ಲಾ ಜಾತಿಯ ವಧು–ವರರಿಗೆ ಸೂಕ್ತ ಸಂಬಂಧ ಹುಡುಕಿ ಕೊಡಲಾಗುವುದು. ಸರ್ಕಾರಿ ನೌಕರರು, ಇಂಜಿನಿಯರ್, ಡಾಕ್ಟರ್. <box>759 1259 980 1284</box>
ad-body: NO TARGET, TYPING WORK ತಿಂಗಳಿಗೆ ರೂ.10,000 ರಿಂದ ರೂ.25,000 ಗಳಿಸಬಹುದು. <box>758 1877 980 1909</box>
ad-phone: Mob: 81055-19396 <box>749 1658 990 1681</box>
ad-phone: Mob: 74068-56258 <box>749 1505 990 1527</box>
story-headline: ಕಾಂಗ್ರೆಸ್–ಜೆಡಿಎಸ್ ಒಡೆದ ಮನೆಗಳು <box>154 564 364 585</box>
price-value: 500 + 25 <box>922 254 1045 282</box>
classified-ad <box>1594 1073 1842 1219</box>
page-label: ಪುಟ <box>154 137 181 159</box>
ad-title: SUNZONE SOLAR SYSTEM <box>749 920 990 966</box>
classified-ad <box>1335 455 1587 602</box>
ad-body: Solarizer spring. Pressurised and non pressurised application. Solar Water Heater SALES & SERVICE. Vishwamanava Double Road, Kuvempunagar, Mysuru <box>762 970 976 1021</box>
classified-ad <box>1335 1382 1587 1528</box>
classified-ad <box>998 1845 1329 1992</box>
ad-phone: 8884439666 <box>749 1969 990 1990</box>
classified-ad <box>478 301 741 447</box>
ad-phone: 7338667866, 6364414499 <box>1000 733 1327 754</box>
price-suffix: ಮಾತ್ರ <box>1053 254 1099 282</box>
ad-body: ನಿಮ್ಮ ಯಾವುದೇ ಬ್ಯಾಂಕ್, ಫೈನಾನ್ಸ್ ಅಥವಾ ವೈಯಕ್ತಿಕ ಗಿರವಿ ಇಟ್ಟಿರುವ ಚಿನ್ನವನ್ನು ಬಿಡಿಸಿ ಅತಿ ಹೆಚ್ಚಿನ ಬೆಲೆಗೆ ಖರೀದಿಸಲಾಗುವುದು. <box>1352 950 1570 975</box>
ad-body: Mob: 9741806990. ನಿಮ್ಮ ಜೀವನದ ಎಲ್ಲಾ ಸಮಸ್ಯೆಗಳಿಗೆ 3 ದಿನಗಳಲ್ಲಿ ಶಾಶ್ವತ ಪರಿಹಾರ. <box>1355 796 1567 821</box>
classified-ad <box>478 1227 741 1374</box>
ad-title: PART TIME JOB OPPORTUNITY <box>480 1692 740 1738</box>
ad-phone: 99021-76566 <box>1000 1812 1327 1836</box>
yellow-dot <box>723 1940 735 1951</box>
ad-body: SSLC, PUC, ITI, Diploma, Any Degree ಪಾಸಾದವರು, ಫೇಲ್ ಆದವರು. 21 ರಿಂದ 35 ವರ್ಷದೊಳಗಿನ ಅಭ್ಯರ್ಥಿಗಳು ಸಂಪರ್ಕಿಸಿ. <box>486 1414 733 1439</box>
ad-phone: Mob: 81970-72738 <box>480 1197 740 1218</box>
classified-ad <box>1335 1845 1587 1992</box>
section-band: ಒಂದನೇ ಪುಟದಿಂದ <box>154 312 467 335</box>
classified-ad <box>998 1073 1329 1219</box>
ad-body: 50% Off any service Cutting Shop Wanted Boys 'M' Block, Kuvempunagar, Mysore-23. <box>754 1568 985 1616</box>
classified-ad <box>1335 301 1587 447</box>
ad-title: ಕೆಲಸಕ್ಕೆ ಬೇಕಾಗಿದ್ದಾರೆ <box>1000 457 1327 483</box>
black-dot <box>1268 1940 1279 1951</box>
ad-body: ಕ್ಲೀನಿಂಗ್‌ಗಾಗಿ ಸಂಪರ್ಕಿಸಿ: <box>1412 684 1510 698</box>
ad-phone: 9845175443 <box>749 1042 990 1063</box>
ad-title: SITE FOR SALE <box>1336 1692 1585 1718</box>
ad-title: ಬೇಕಾಗಿದ್ದಾರೆ <box>1596 1384 1840 1410</box>
ad-phone: 80885-86087, 93413-66901 <box>1336 1503 1585 1527</box>
ad-body: ಇಲ್ಲಿ ವೃದ್ಧರನ್ನು ಉತ್ತಮ ರೀತಿಯಲ್ಲಿ ನೋಡಿಕೊಳ್ಳಲಾಗುವುದು. ಊಟ, ವಸತಿ, ವೈದ್ಯಕೀಯ ಸೌಲಭ್ಯವಿದೆ. <box>1344 1568 1579 1593</box>
